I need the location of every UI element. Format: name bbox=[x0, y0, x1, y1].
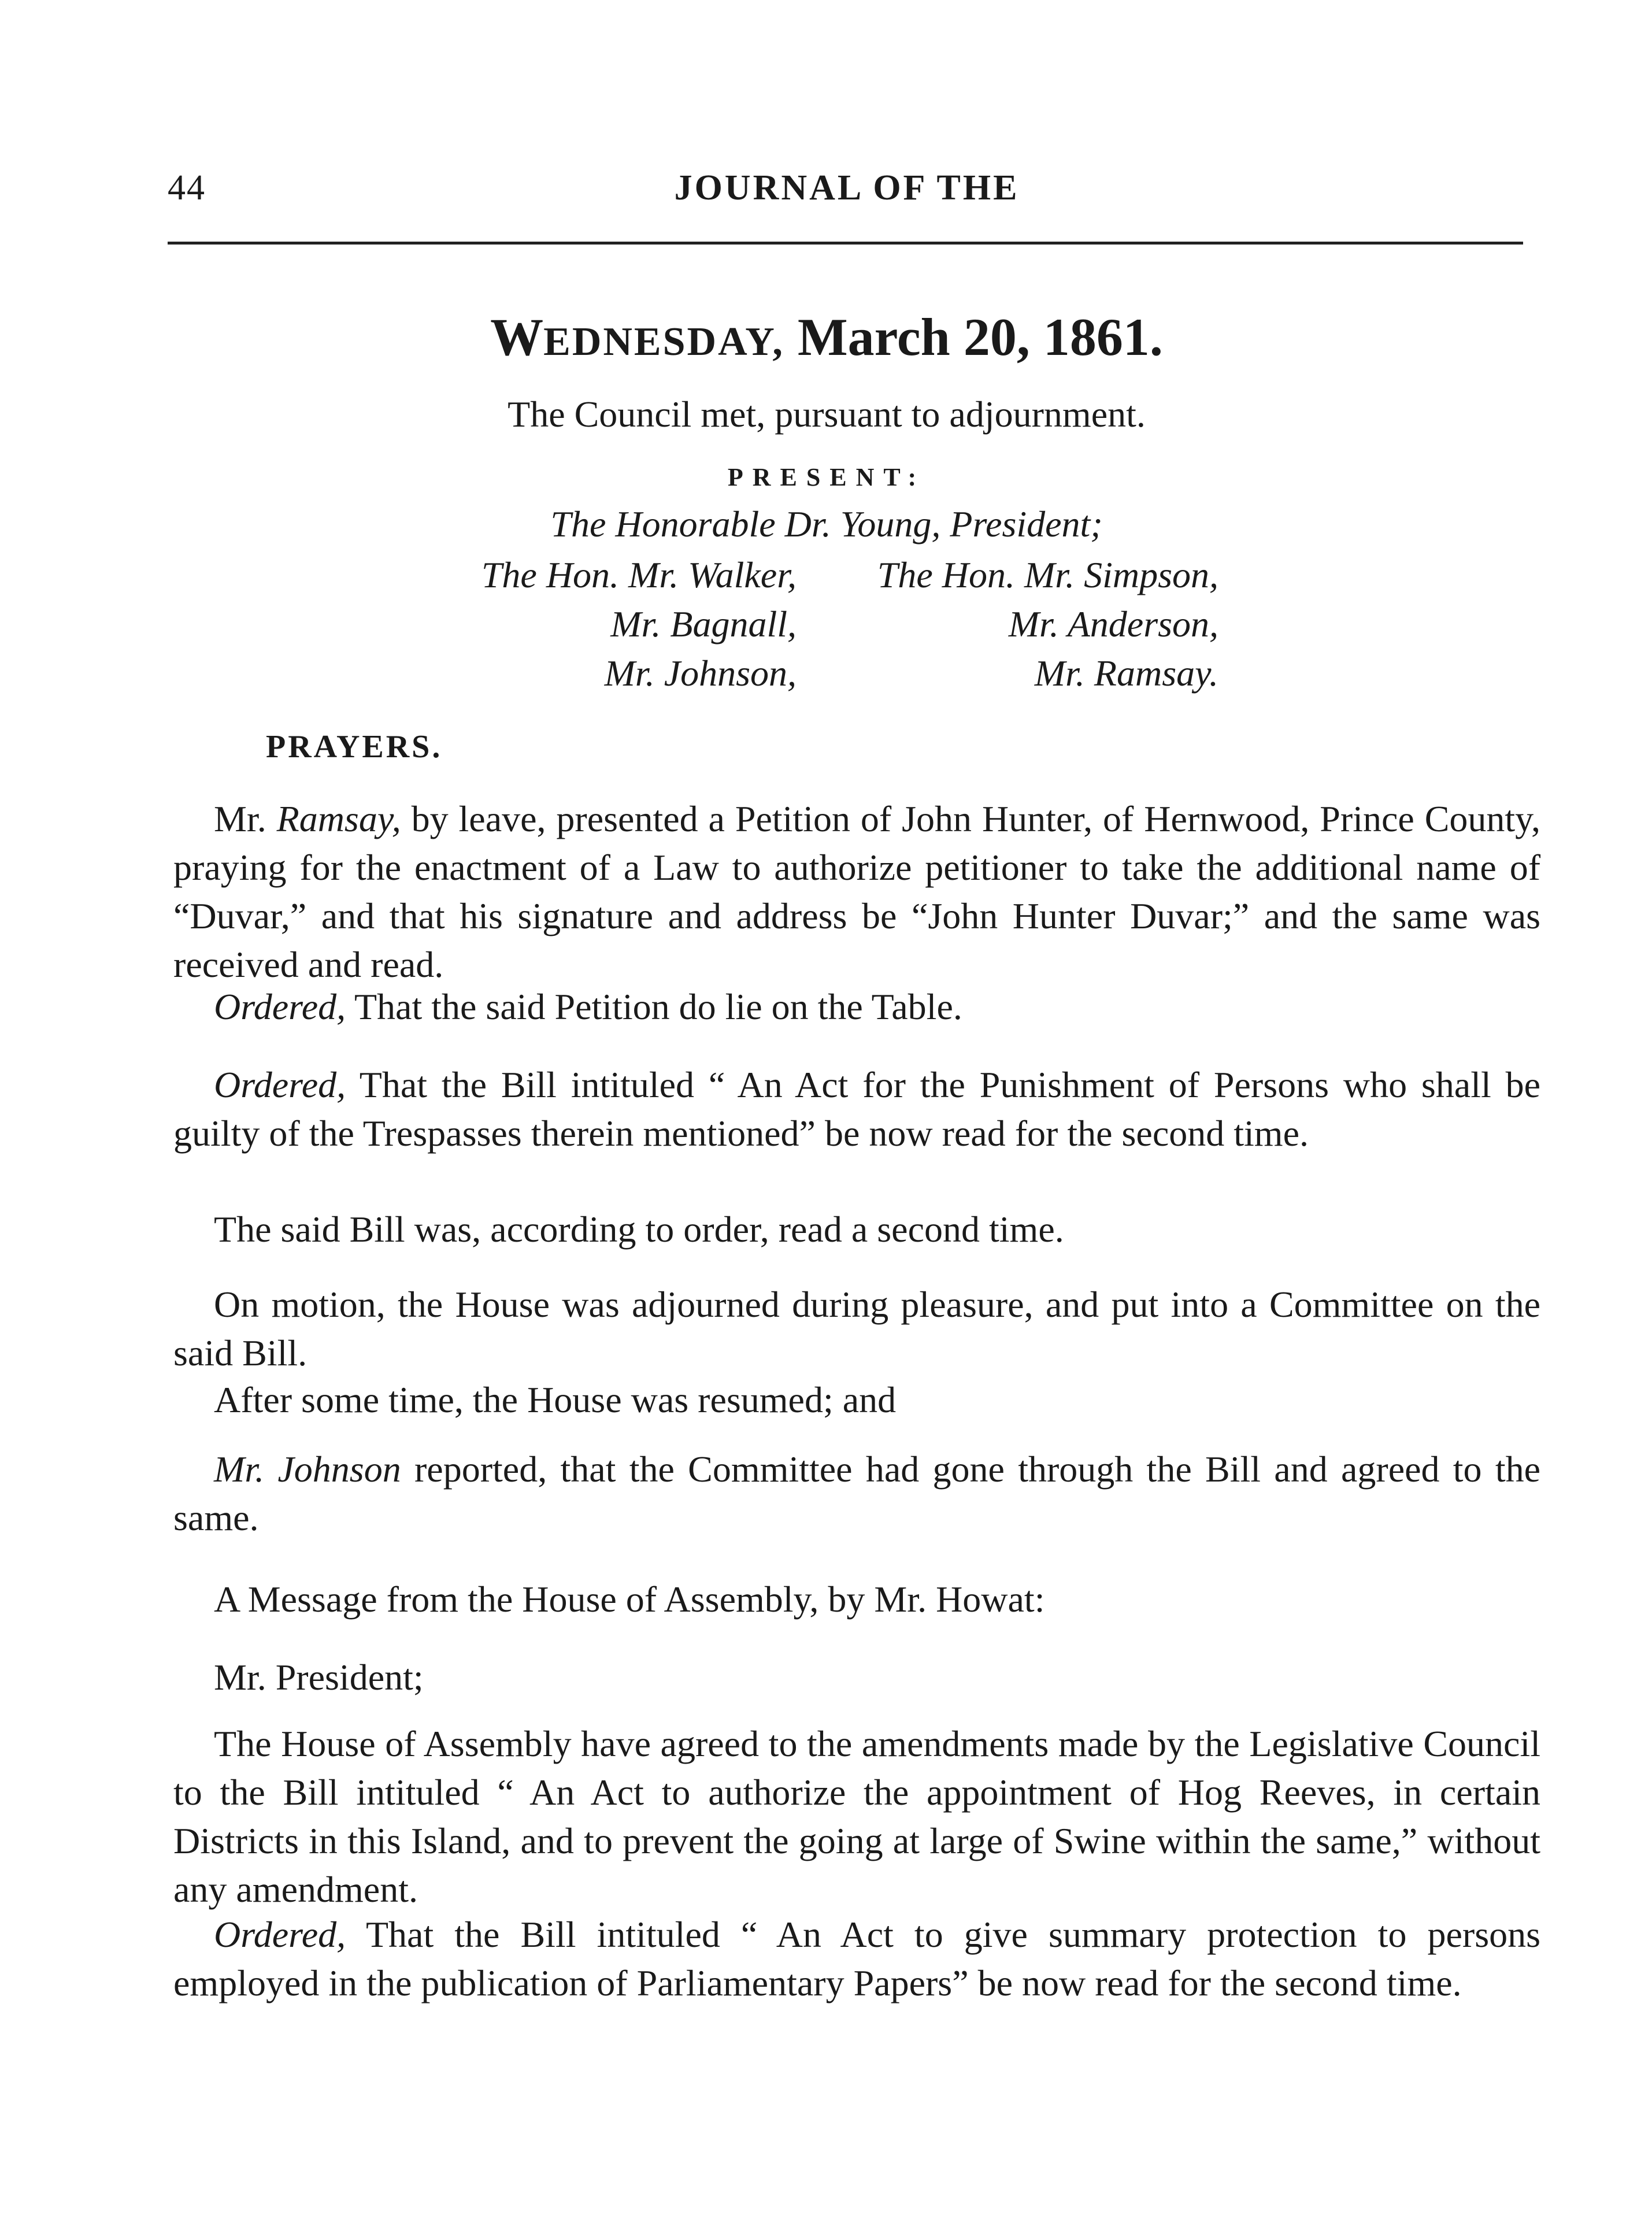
president-line: The Honorable Dr. Young, President; bbox=[550, 503, 1103, 545]
paragraph-ordered-publication-lead: Ordered, bbox=[214, 1914, 346, 1955]
date-heading-day: EDNESDAY, bbox=[543, 320, 784, 364]
paragraph-assembly-agreed: The House of Assembly have agreed to the amendments made by the Legislative Council to the Bill intituled “ An Act to authorize the appointment of Hog Reeves, in certain Districts in this Island, and to prevent the going at large of Swine within the same,” without any amendment. bbox=[173, 1723, 1540, 1910]
member-left-1: The Hon. Mr. Walker, bbox=[481, 554, 797, 595]
paragraph-ordered-table bbox=[173, 983, 1540, 1031]
date-heading-initial: W bbox=[490, 308, 544, 366]
date-heading-date: March 20, 1861. bbox=[797, 308, 1163, 366]
page-number: 44 bbox=[168, 168, 206, 208]
paragraph-petition-name: Ramsay, bbox=[276, 798, 401, 839]
member-right-3: Mr. Ramsay. bbox=[1034, 653, 1218, 694]
paragraph-johnson-report bbox=[173, 1445, 1540, 1542]
running-head: JOURNAL OF THE bbox=[674, 168, 1020, 208]
paragraph-johnson-report-lead: Mr. Johnson bbox=[214, 1449, 401, 1490]
paragraph-committee-motion: On motion, the House was adjourned during pleasure, and put into a Committee on the said Bill. bbox=[173, 1284, 1540, 1373]
prayers-heading: PRAYERS. bbox=[266, 729, 443, 765]
paragraph-ordered-table-lead: Ordered, bbox=[214, 986, 346, 1027]
date-heading bbox=[173, 306, 1480, 368]
paragraph-petition-lead: Mr. bbox=[214, 798, 277, 839]
member-right-1: The Hon. Mr. Simpson, bbox=[877, 554, 1218, 595]
paragraph-salutation: Mr. President; bbox=[214, 1657, 424, 1698]
paragraph-ordered-publication-text: That the Bill intituled “ An Act to give summary protection to persons employed in the publication of Parliamentary Papers” be now read for the second time. bbox=[173, 1914, 1540, 2003]
council-met-line: The Council met, pursuant to adjournment. bbox=[508, 394, 1146, 435]
paragraph-ordered-trespass-text: That the Bill intituled “ An Act for the Punishment of Persons who shall be guilty of the Trespasses therein mentioned” be now read for the second time. bbox=[173, 1064, 1540, 1154]
paragraph-message-assembly: A Message from the House of Assembly, by Mr. Howat: bbox=[214, 1579, 1045, 1620]
paragraph-petition-text: by leave, presented a Petition of John Hunter, of Hernwood, Prince County, praying for the enactment of a Law to authorize petitioner to take the additional name of “Duvar,” and that his signature and address be “John Hunter Duvar;” and the same was received and read. bbox=[173, 798, 1541, 985]
header-rule bbox=[168, 242, 1523, 245]
member-left-2: Mr. Bagnall, bbox=[610, 603, 797, 645]
paragraph-ordered-publication-bill bbox=[173, 1910, 1540, 2008]
paragraph-ordered-trespass-bill bbox=[173, 1061, 1540, 1158]
present-label: PRESENT: bbox=[727, 463, 926, 491]
paragraph-house-resumed: After some time, the House was resumed; and bbox=[214, 1379, 897, 1420]
paragraph-second-reading: The said Bill was, according to order, read a second time. bbox=[214, 1209, 1064, 1250]
member-left-3: Mr. Johnson, bbox=[604, 653, 797, 694]
paragraph-ordered-trespass-lead: Ordered, bbox=[214, 1064, 346, 1105]
paragraph-petition bbox=[173, 795, 1540, 989]
member-right-2: Mr. Anderson, bbox=[1008, 603, 1218, 645]
paragraph-johnson-report-text: reported, that the Committee had gone through the Bill and agreed to the same. bbox=[173, 1449, 1541, 1538]
page-header bbox=[168, 168, 1526, 214]
paragraph-ordered-table-text: That the said Petition do lie on the Table. bbox=[346, 986, 962, 1027]
